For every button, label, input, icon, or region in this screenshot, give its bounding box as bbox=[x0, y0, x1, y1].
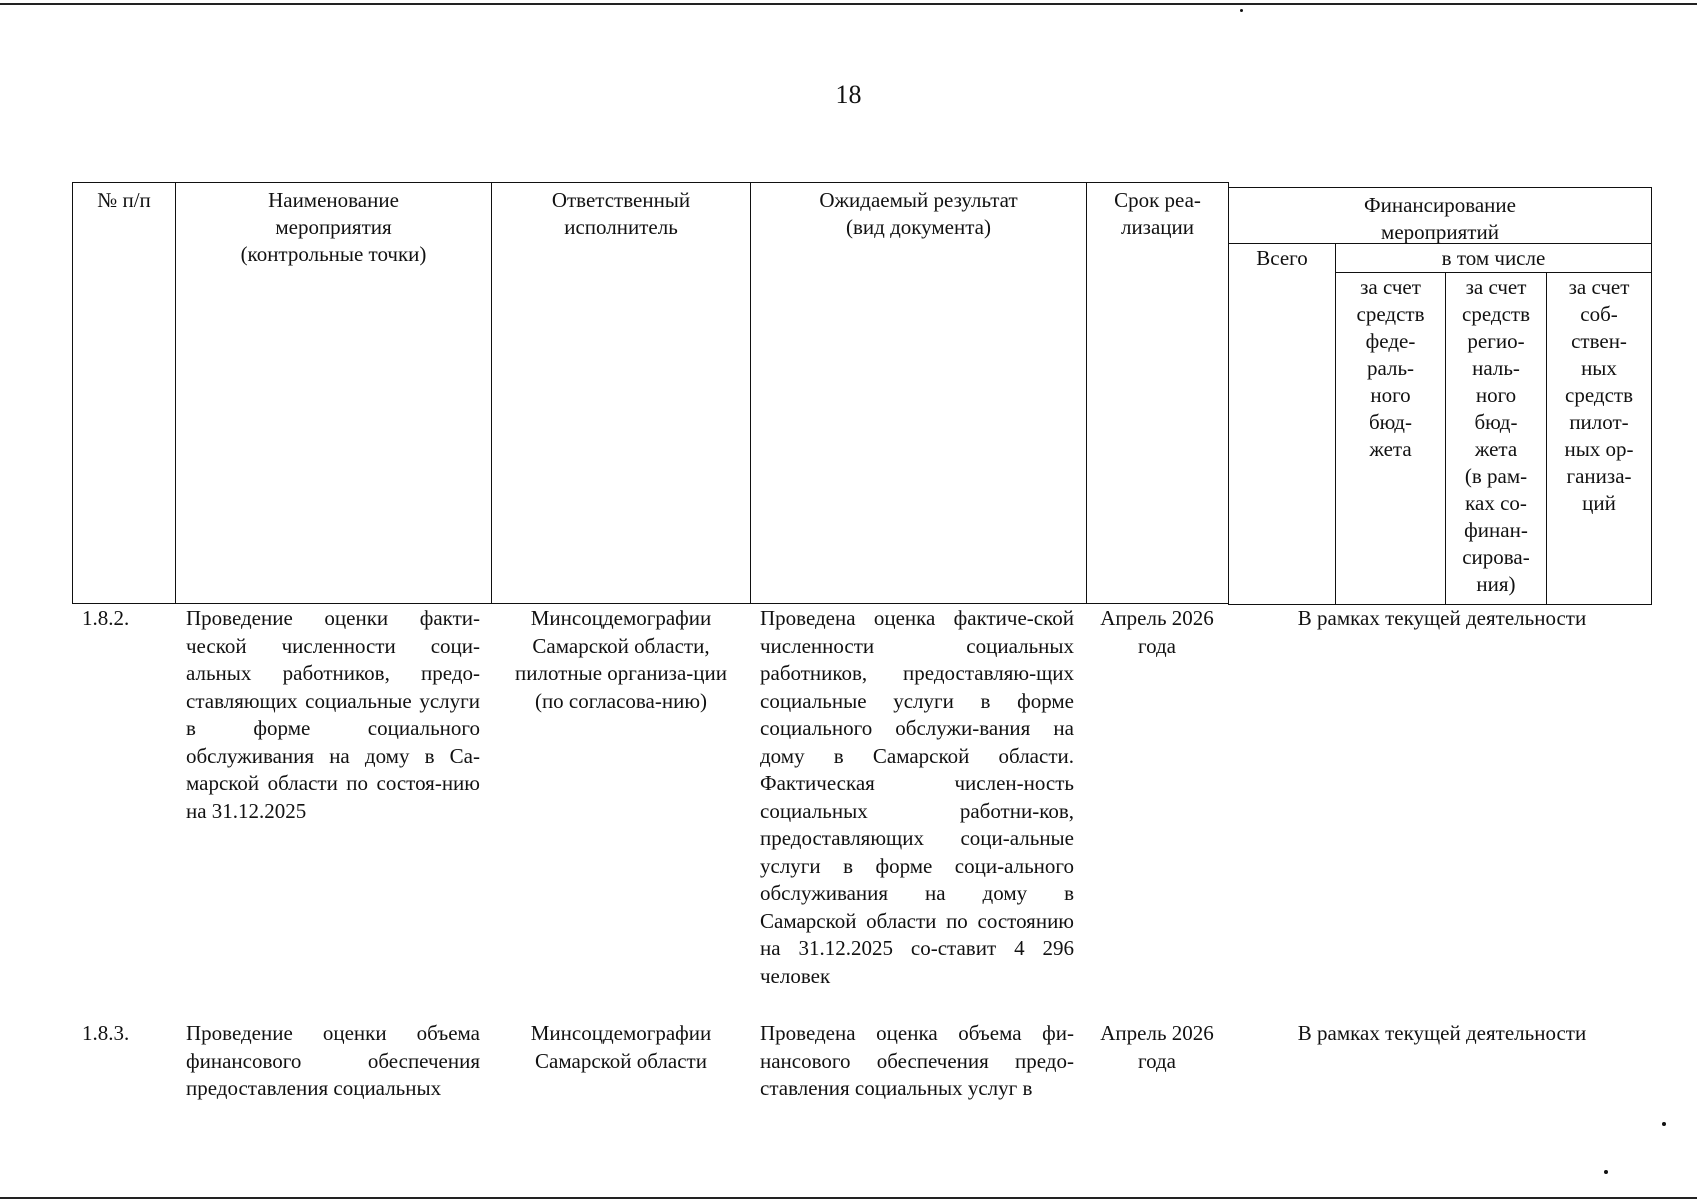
row-responsible: Минсоцдемографии Самарской области bbox=[530, 1021, 712, 1073]
header-own-label: за счет соб- ствен- ных средств пилот- ных ор- ганиза- ций bbox=[1564, 275, 1634, 515]
header-including bbox=[1335, 243, 1652, 273]
header-result-label: Ожидаемый результат (вид документа) bbox=[819, 188, 1018, 239]
header-total-label: Всего bbox=[1256, 246, 1308, 270]
header-total bbox=[1228, 243, 1336, 605]
header-name-label: Наименование мероприятия (контрольные точки) bbox=[240, 188, 427, 266]
header-including-label: в том числе bbox=[1441, 246, 1546, 270]
row-financing: В рамках текущей деятельности bbox=[1297, 606, 1587, 630]
row-num: 1.8.2. bbox=[82, 606, 130, 630]
header-responsible-label: Ответственный исполнитель bbox=[551, 188, 691, 239]
scan-speck bbox=[1240, 9, 1243, 12]
header-num bbox=[72, 182, 176, 604]
header-deadline bbox=[1086, 182, 1229, 604]
header-num-label: № п/п bbox=[97, 188, 151, 212]
scan-speck bbox=[1604, 1170, 1608, 1174]
row-deadline: Апрель 2026 года bbox=[1100, 606, 1214, 658]
header-regional bbox=[1445, 272, 1547, 605]
row-deadline: Апрель 2026 года bbox=[1100, 1021, 1214, 1073]
header-federal bbox=[1335, 272, 1446, 605]
row-name: Проведение оценки факти-ческой численности соци-альных работников, предо-ставляющих социальные услуги в форме социального обслуживания на дому в Са-марской области по состоя-нию на 31.12.2025 bbox=[186, 606, 480, 823]
scan-edge-top bbox=[0, 3, 1697, 5]
row-result: Проведена оценка объема фи-нансового обеспечения предо-ставления социальных услуг в bbox=[760, 1021, 1074, 1100]
scan-speck bbox=[1662, 1122, 1666, 1126]
scan-edge-bottom bbox=[0, 1197, 1697, 1199]
header-responsible bbox=[491, 182, 751, 604]
header-federal-label: за счет средств феде- раль- ного бюд- жета bbox=[1356, 275, 1425, 461]
row-name: Проведение оценки объема финансового обеспечения предоставления социальных bbox=[186, 1021, 480, 1100]
header-financing bbox=[1228, 187, 1652, 244]
row-financing: В рамках текущей деятельности bbox=[1297, 1021, 1587, 1045]
header-deadline-label: Срок реа- лизации bbox=[1114, 188, 1201, 239]
header-name bbox=[175, 182, 492, 604]
header-financing-label: Финансирование мероприятий bbox=[1364, 193, 1516, 244]
row-num: 1.8.3. bbox=[82, 1021, 130, 1045]
header-regional-label: за счет средств регио- наль- ного бюд- жета (в рам- ках со- финан- сирова- ния) bbox=[1462, 275, 1530, 596]
page-number: 18 bbox=[835, 80, 862, 109]
header-own bbox=[1546, 272, 1652, 605]
row-responsible: Минсоцдемографии Самарской области, пилотные организа-ции (по согласова-нию) bbox=[514, 606, 727, 713]
header-result bbox=[750, 182, 1087, 604]
row-result: Проведена оценка фактиче-ской численности социальных работников, предоставляю-щих социальные услуги в форме социального обслужи-вания на дому в Самарской области. Фактическая числен-ность социальных работни-ков, предоставляющих соци-альные услуги в форме соци-ального обслуживания на дому в Самарской области по состоянию на 31.12.2025 со-ставит 4 296 человек bbox=[760, 606, 1074, 988]
